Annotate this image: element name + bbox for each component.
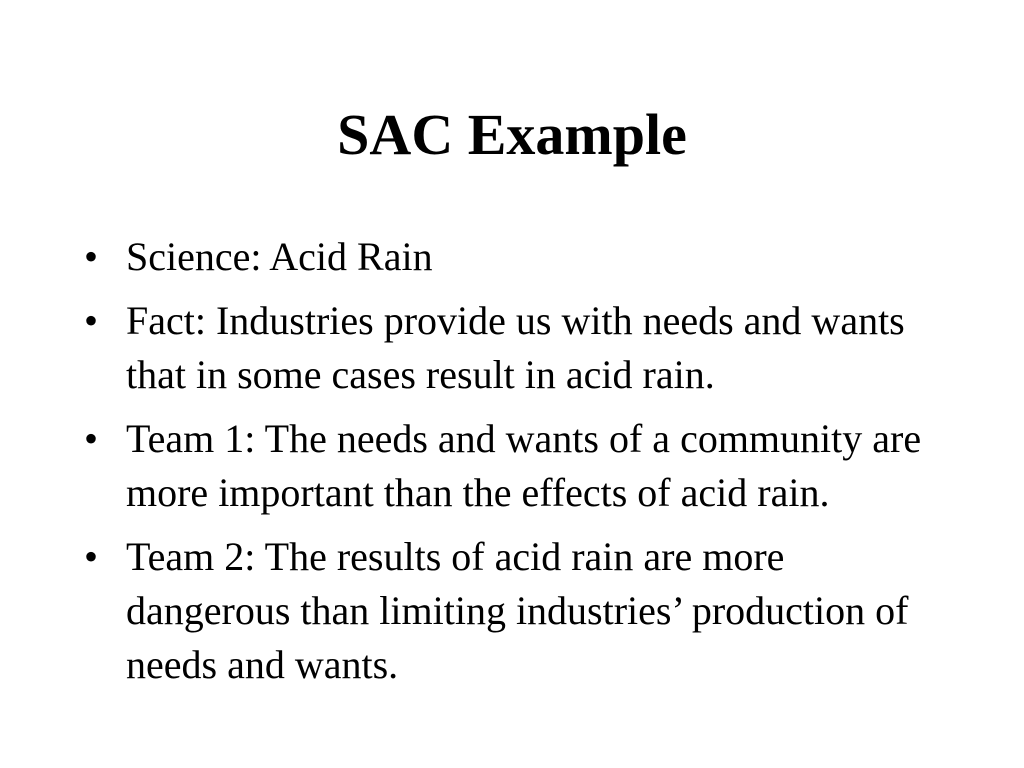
bullet-item-science	[84, 230, 944, 284]
bullet-list	[84, 230, 944, 702]
bullet-item-team-2	[84, 530, 944, 692]
bullet-text: Team 1: The needs and wants of a community are more important than the effects of acid rain.	[126, 416, 922, 515]
bullet-item-team-1	[84, 412, 944, 520]
bullet-item-fact	[84, 294, 944, 402]
bullet-text: Fact: Industries provide us with needs and wants that in some cases result in acid rain.	[126, 298, 905, 397]
bullet-icon: •	[84, 298, 99, 343]
bullet-text: Team 2: The results of acid rain are more dangerous than limiting industries’ production of needs and wants.	[126, 534, 909, 687]
slide-title: SAC Example	[337, 102, 687, 167]
bullet-text: Science: Acid Rain	[126, 234, 433, 279]
bullet-icon: •	[84, 234, 99, 279]
bullet-icon: •	[84, 534, 99, 579]
bullet-icon: •	[84, 416, 99, 461]
